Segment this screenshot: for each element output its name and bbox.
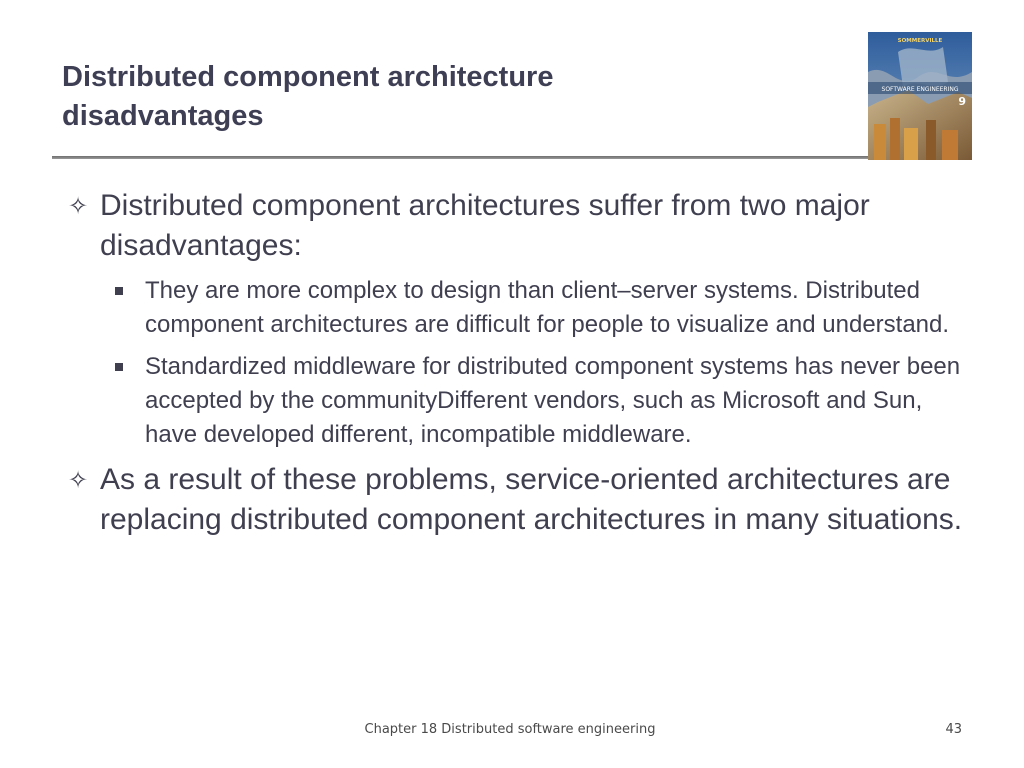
sub-bullet-item <box>113 274 965 342</box>
bullet-item <box>68 186 968 266</box>
sub-bullet-list <box>113 274 968 452</box>
bullet-item <box>68 460 968 540</box>
bullet-text: Distributed component architectures suffer from two major disadvantages: <box>100 189 870 262</box>
title-underline <box>52 156 870 159</box>
cover-title: SOFTWARE ENGINEERING <box>881 86 959 93</box>
square-bullet-icon <box>115 363 123 371</box>
cover-author: SOMMERVILLE <box>897 38 943 44</box>
square-bullet-icon <box>115 287 123 295</box>
sub-bullet-item <box>113 350 965 452</box>
four-point-star-outline-icon: ✧ <box>68 192 89 220</box>
slide-title-line-1: Distributed component architecture <box>62 61 554 93</box>
slide-body <box>68 186 968 548</box>
page-number: 43 <box>945 722 962 737</box>
footer-chapter-label: Chapter 18 Distributed software engineering <box>364 722 656 737</box>
book-cover-image <box>868 32 972 160</box>
slide-title-line-2: disadvantages <box>62 100 264 132</box>
cover-edition: 9 <box>958 95 966 108</box>
slide-title <box>62 58 842 136</box>
sub-bullet-text: They are more complex to design than client–server systems. Distributed component architectures are difficult for people to visualize and understand. <box>145 277 950 338</box>
four-point-star-outline-icon: ✧ <box>68 466 89 494</box>
sub-bullet-text: Standardized middleware for distributed component systems has never been accepted by the communityDifferent vendors, such as Microsoft and Sun, have developed different, incompatible middleware. <box>145 353 961 448</box>
bullet-text: As a result of these problems, service-oriented architectures are replacing distributed component architectures in many situations. <box>100 463 963 536</box>
book-cover-artwork <box>868 32 972 160</box>
